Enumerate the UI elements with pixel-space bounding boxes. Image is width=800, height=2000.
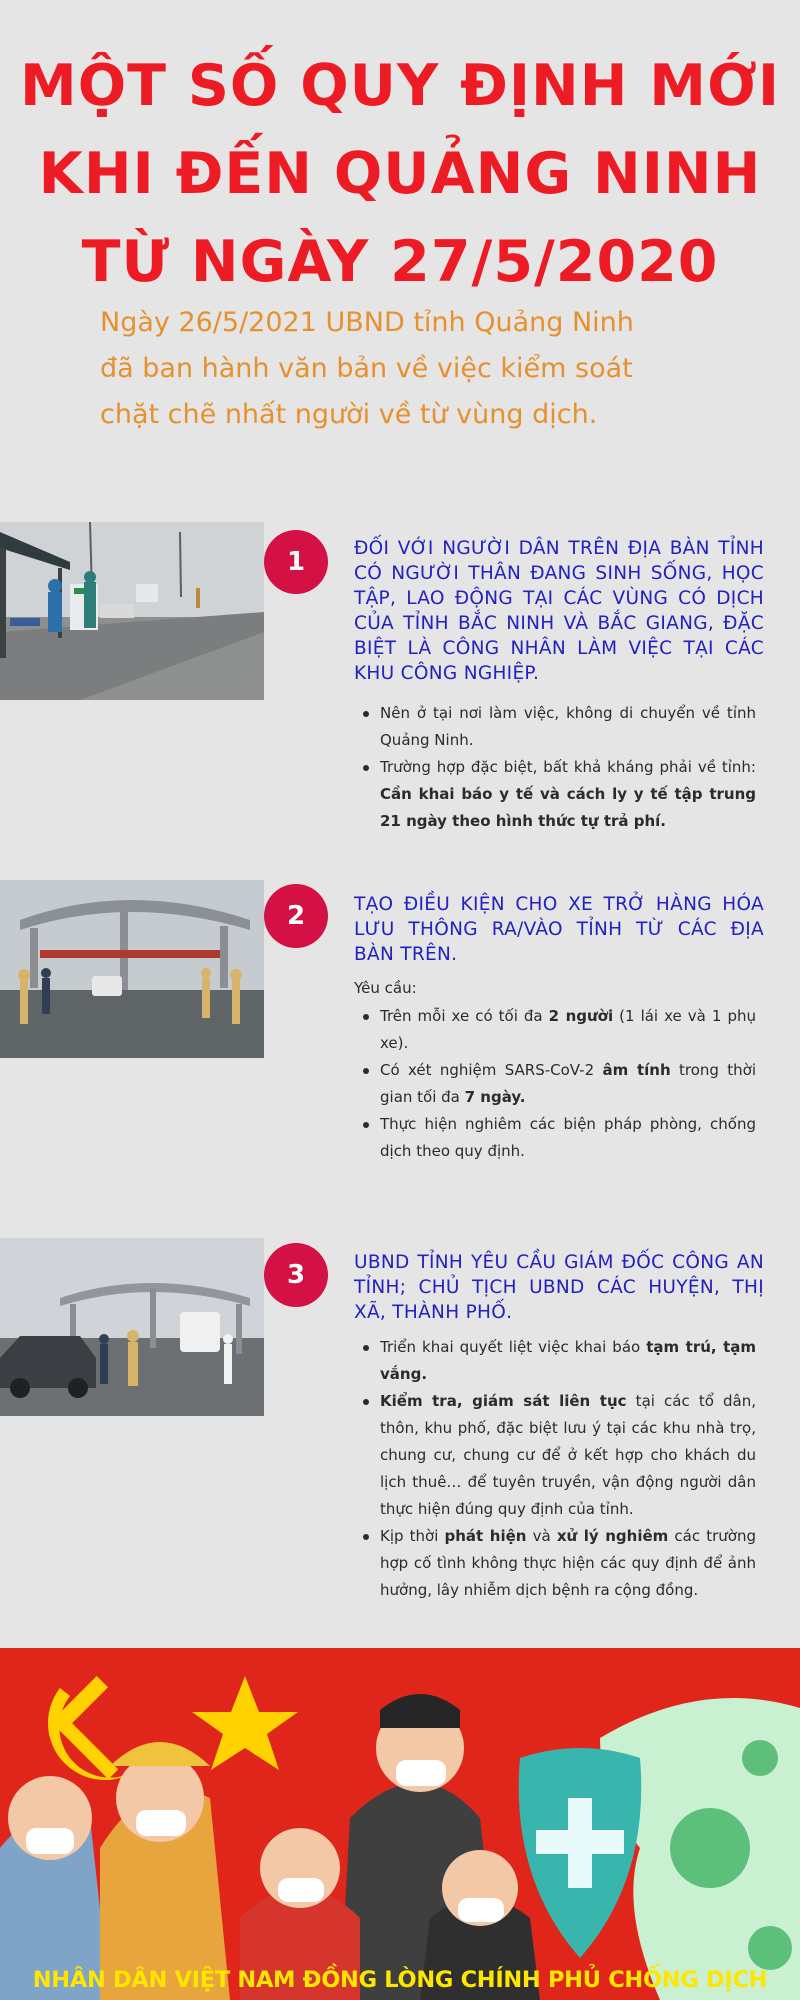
section-3-bullet-3-bold-2: xử lý nghiêm (556, 1527, 669, 1545)
section-3-bullet-3-text-a: Kịp thời (380, 1527, 445, 1545)
section-2-bullet-1 (354, 1003, 756, 1057)
section-3-bullet-2-bold: Kiểm tra, giám sát liên tục (380, 1392, 627, 1410)
section-1-bullet-2-bold: Cần khai báo y tế và cách ly y tế tập trung 21 ngày theo hình thức tự trả phí. (380, 785, 756, 830)
section-1-heading: ĐỐI VỚI NGƯỜI DÂN TRÊN ĐỊA BÀN TỈNH CÓ NGƯỜI THÂN ĐANG SINH SỐNG, HỌC TẬP, LAO ĐỘNG TẠI CÁC VÙNG CÓ DỊCH CỦA TỈNH BẮC NINH VÀ BẮC GIANG, ĐẶC BIỆT LÀ CÔNG NHÂN LÀM VIỆC TẠI CÁC KHU CÔNG NGHIỆP. (354, 538, 764, 684)
section-3-bullet-3-text-c: các trường hợp cố tình không thực hiện các quy định để ảnh hưởng, lây nhiễm dịch bệnh ra cộng đồng. (380, 1527, 756, 1599)
footer-slogan: NHÂN DÂN VIỆT NAM ĐỒNG LÒNG CHÍNH PHỦ CHỐNG DỊCH (32, 1967, 768, 1993)
section-2-bullet-1-text-b: (1 lái xe và 1 phụ xe). (380, 1007, 756, 1052)
section-2-requirement-label: Yêu cầu: (354, 979, 417, 997)
section-2-bullet-1-bold: 2 người (548, 1007, 614, 1025)
police-checkpoint-photo (0, 1238, 264, 1416)
section-3-heading: UBND TỈNH YÊU CẦU GIÁM ĐỐC CÔNG AN TỈNH; CHỦ TỊCH UBND CÁC HUYỆN, THỊ XÃ, THÀNH PHỐ. (354, 1252, 764, 1323)
section-3-bullet-2-text: tại các tổ dân, thôn, khu phố, đặc biệt lưu ý tại các khu nhà trọ, chung cư, chung cư để ở kết hợp cho khách du lịch thuê… để tuyên truyền, vận động người dân thực hiện đúng quy định của tỉnh. (380, 1392, 757, 1518)
section-3-bullet-1 (354, 1334, 756, 1388)
section-3-body (354, 1334, 756, 1604)
section-1-bullet-1: Nên ở tại nơi làm việc, không di chuyển về tỉnh Quảng Ninh. (354, 700, 756, 754)
propaganda-poster-illustration (0, 1648, 800, 2000)
section-2-bullet-1-text-a: Trên mỗi xe có tối đa (380, 1007, 549, 1025)
section-number-badge-1: 1 (264, 530, 328, 594)
virus-icon (670, 1808, 750, 1888)
section-1-body (354, 700, 756, 835)
section-2-heading: TẠO ĐIỀU KIỆN CHO XE TRỞ HÀNG HÓA LƯU THÔNG RA/VÀO TỈNH TỪ CÁC ĐỊA BÀN TRÊN. (354, 894, 764, 965)
section-3-bullet-3-text-b: và (526, 1527, 557, 1545)
section-number-badge-2: 2 (264, 884, 328, 948)
section-2-bullet-2-text-b: trong thời gian tối đa (380, 1061, 756, 1106)
page-title (0, 42, 800, 306)
section-3-bullet-1-bold: tạm trú, tạm vắng. (380, 1338, 756, 1383)
toll-station-photo (0, 880, 264, 1058)
section-3-bullet-1-text: Triển khai quyết liệt việc khai báo (380, 1338, 647, 1356)
section-number-badge-3: 3 (264, 1243, 328, 1307)
section-2-body (354, 975, 756, 1165)
intro-line-1: Ngày 26/5/2021 UBND tỉnh Quảng Ninh (100, 307, 634, 338)
title-line-1: MỘT SỐ QUY ĐỊNH MỚI (19, 53, 781, 119)
section-2-bullet-2 (354, 1057, 756, 1111)
section-3-bullet-3-bold-1: phát hiện (444, 1527, 527, 1545)
section-1-bullet-2 (354, 754, 756, 835)
section-2-bullet-2-text-a: Có xét nghiệm SARS-CoV-2 (380, 1061, 603, 1079)
intro-line-2: đã ban hành văn bản về việc kiểm soát (100, 353, 633, 384)
checkpoint-tent-photo (0, 522, 264, 700)
title-line-3: TỪ NGÀY 27/5/2020 (81, 229, 719, 295)
intro-line-3: chặt chẽ nhất người về từ vùng dịch. (100, 399, 598, 430)
section-3-bullet-3 (354, 1523, 756, 1604)
section-2-bullet-3: Thực hiện nghiêm các biện pháp phòng, chống dịch theo quy định. (354, 1111, 756, 1165)
section-3-bullet-2 (354, 1388, 756, 1523)
intro-text (100, 300, 740, 438)
title-line-2: KHI ĐẾN QUẢNG NINH (38, 141, 762, 207)
section-2-bullet-2-bold-2: 7 ngày. (464, 1088, 526, 1106)
section-2-bullet-2-bold-1: âm tính (602, 1061, 671, 1079)
section-1-bullet-2-text: Trường hợp đặc biệt, bất khả kháng phải về tỉnh: (380, 758, 756, 776)
